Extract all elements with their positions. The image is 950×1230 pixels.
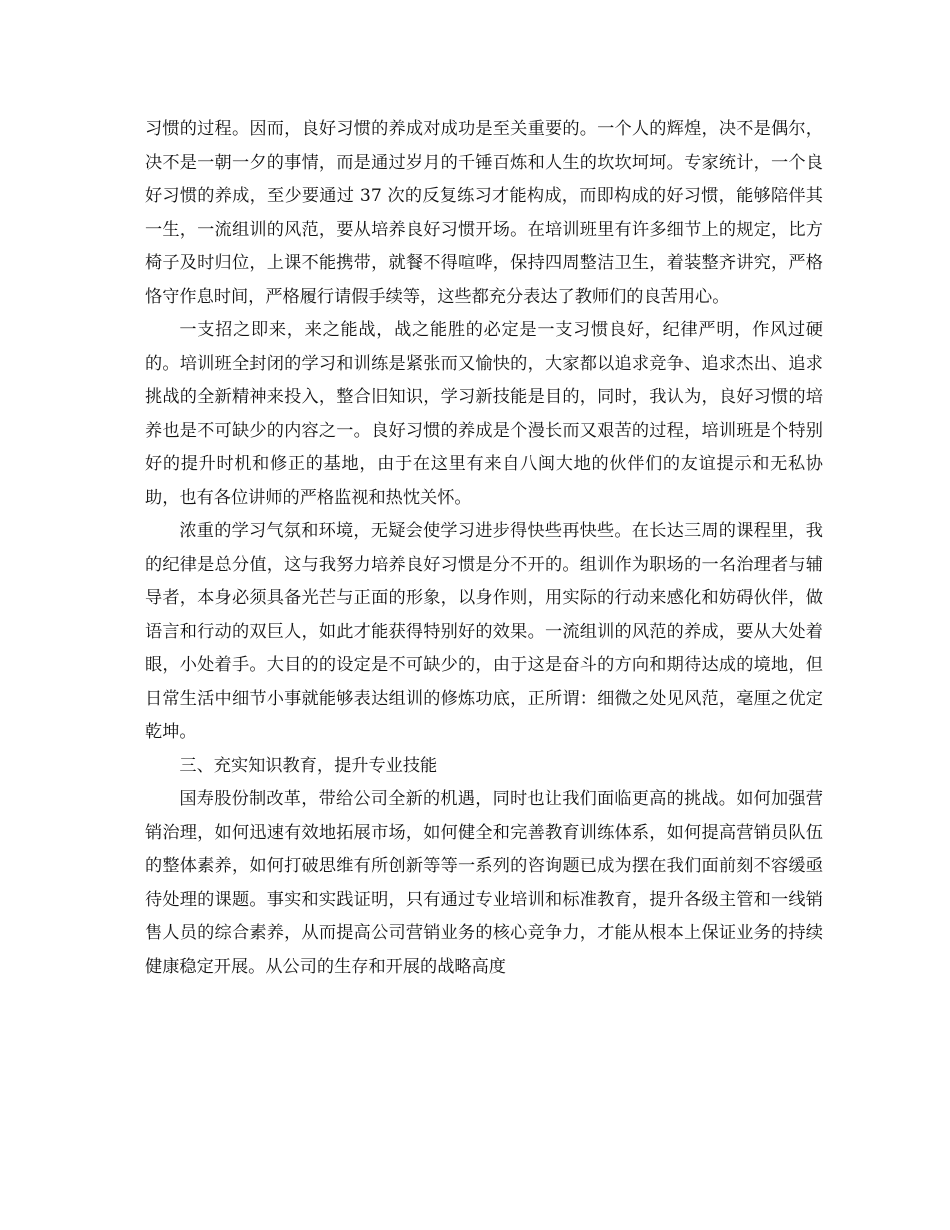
paragraph-learning-atmosphere: 浓重的学习气氛和环境，无疑会使学习进步得快些再快些。在长达三周的课程里，我的纪律是总分值，这与我努力培养良好习惯是分不开的。组训作为职场的一名治理者与辅导者，本身必须具备光芒与正面的形象，以身作则，用实际的行动来感化和妨碍伙伴，做语言和行动的双巨人，如此才能获得特别好的效果。一流组训的风范的养成，要从大处着眼，小处着手。大目的的设定是不可缺少的，由于这是奋斗的方向和期待达成的境地，但日常生活中细节小事就能够表达组训的修炼功底，正所谓：细微之处见风范，毫厘之优定乾坤。 — [145, 521, 823, 742]
section-heading-knowledge-education: 三、充实知识教育，提升专业技能 — [179, 755, 438, 776]
paragraph-company-reform: 国寿股份制改革，带给公司全新的机遇，同时也让我们面临更高的挑战。如何加强营销治理，如何迅速有效地拓展市场，如何健全和完善教育训练体系，如何提高营销员队伍的整体素养，如何打破思维有所创新等等一系列的咨询题已成为摆在我们面前刻不容缓亟待处理的课题。事实和实践证明，只有通过专业培训和标准教育，提升各级主管和一线销售人员的综合素养，从而提高公司营销业务的核心竞争力，才能从根本上保证业务的持续健康稳定开展。从公司的生存和开展的战略高度 — [145, 789, 823, 977]
paragraph-team-discipline: 一支招之即来，来之能战，战之能胜的必定是一支习惯良好，纪律严明，作风过硬的。培训班全封闭的学习和训练是紧张而又愉快的，大家都以追求竞争、追求杰出、追求挑战的全新精神来投入，整合旧知识，学习新技能是目的，同时，我认为，良好习惯的培养也是不可缺少的内容之一。良好习惯的养成是个漫长而又艰苦的过程，培训班是个特别好的提升时机和修正的基地，由于在这里有来自八闽大地的伙伴们的友谊提示和无私协助，也有各位讲师的严格监视和热忱关怀。 — [145, 320, 823, 508]
paragraph-habit-process: 习惯的过程。因而，良好习惯的养成对成功是至关重要的。一个人的辉煌，决不是偶尔，决不是一朝一夕的事情，而是通过岁月的千锤百炼和人生的坎坎坷坷。专家统计，一个良好习惯的养成，至少要通过 37 次的反复练习才能构成，而即构成的好习惯，能够陪伴其一生，一流组训的风范，要从培养良好习惯开场。在培训班里有许多细节上的规定，比方椅子及时归位，上课不能携带，就餐不得喧哗，保持四周整洁卫生，着装整齐讲究，严格恪守作息时间，严格履行请假手续等，这些都充分表达了教师们的良苦用心。 — [145, 119, 823, 307]
